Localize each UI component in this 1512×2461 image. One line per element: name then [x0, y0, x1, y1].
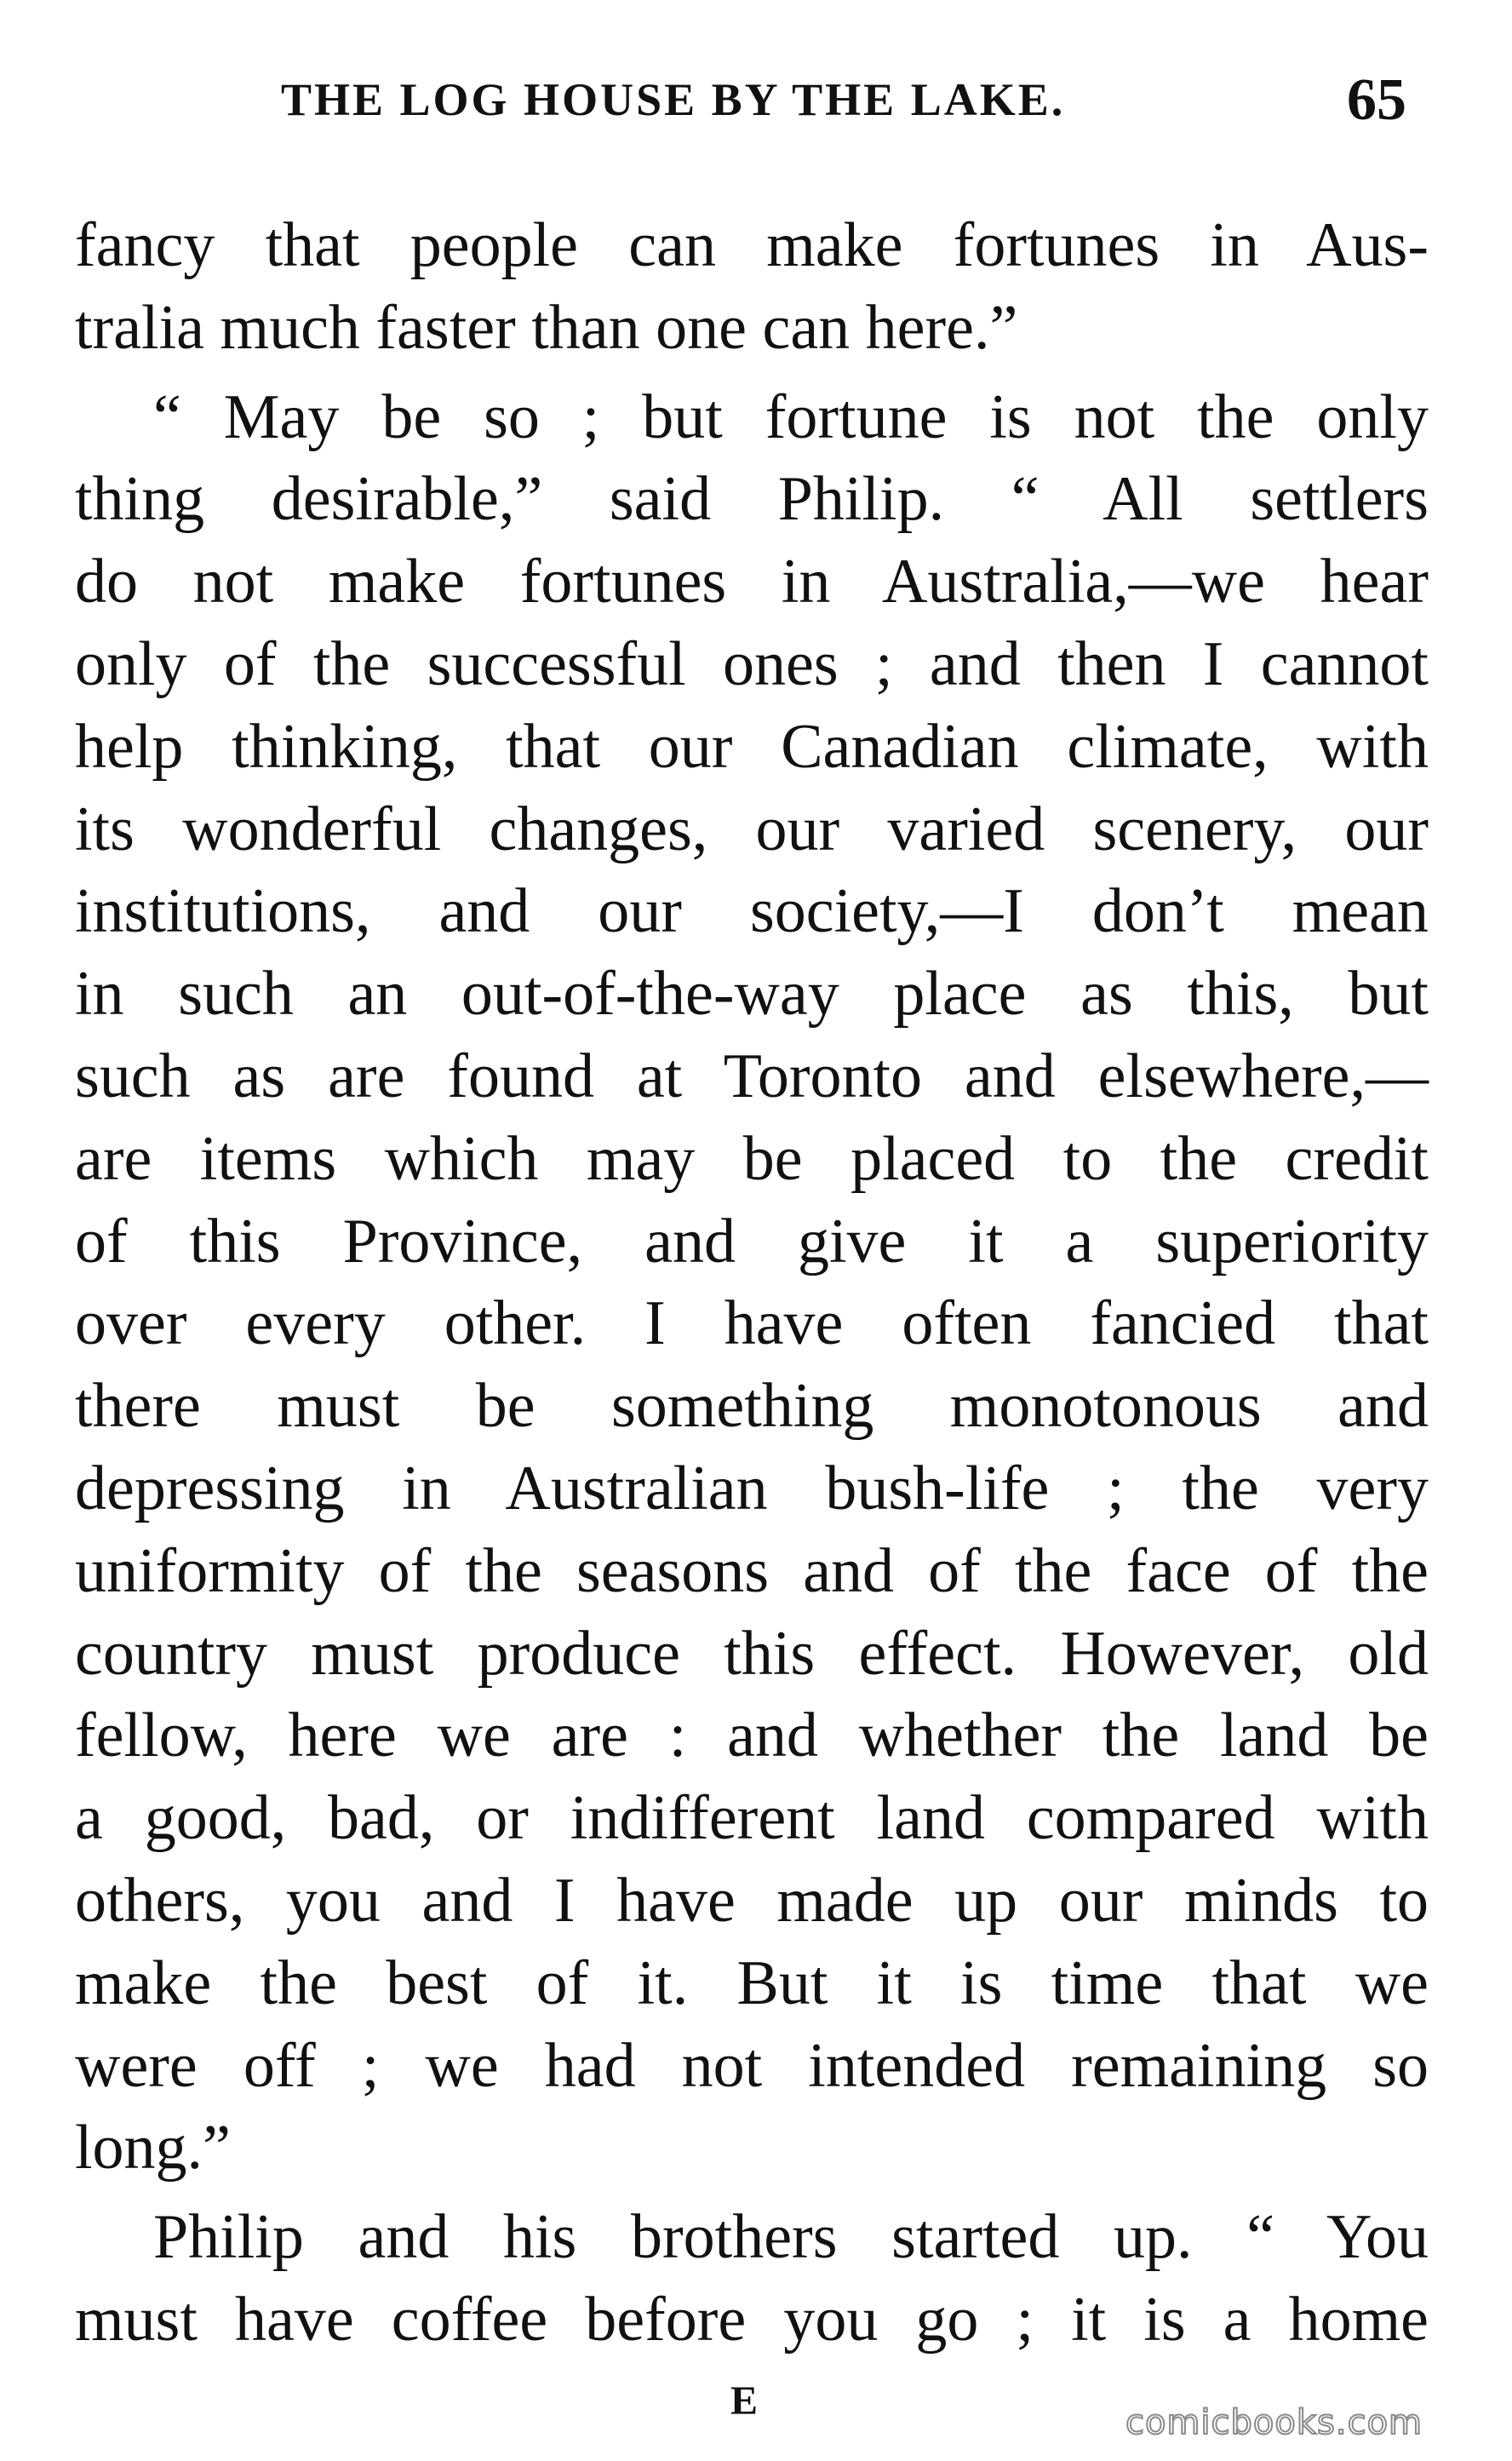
text-line: fellow, here we are : and whether the land be	[75, 1701, 1429, 1771]
text-line: institutions, and our society,—I don’t mean	[75, 876, 1429, 947]
text-line: help thinking, that our Canadian climate, with	[75, 711, 1429, 782]
text-line: uniformity of the seasons and of the face of the	[75, 1535, 1429, 1606]
text-line: long.”	[75, 2113, 231, 2183]
text-line: fancy that people can make fortunes in Aus-	[75, 210, 1429, 280]
page-number: 65	[1347, 67, 1406, 133]
text-line: depressing in Australian bush-life ; the very	[75, 1453, 1429, 1523]
text-line: Philip and his brothers started up. “ You	[153, 2202, 1429, 2273]
signature-mark: E	[730, 2378, 760, 2424]
text-line: “ May be so ; but fortune is not the only	[153, 381, 1429, 452]
text-line: a good, bad, or indifferent land compared with	[75, 1783, 1429, 1854]
text-line: in such an out-of-the-way place as this, but	[75, 959, 1429, 1030]
text-line: others, you and I have made up our minds to	[75, 1865, 1429, 1936]
text-line: make the best of it. But it is time that we	[75, 1948, 1429, 2018]
text-line: thing desirable,” said Philip. “ All settlers	[75, 464, 1429, 535]
text-line: such as are found at Toronto and elsewhere,—	[75, 1041, 1429, 1111]
watermark: comicbooks.com	[1125, 2403, 1423, 2442]
text-line: were off ; we had not intended remaining so	[75, 2030, 1429, 2101]
text-line: country must produce this effect. However, old	[75, 1618, 1429, 1689]
text-line: do not make fortunes in Australia,—we hear	[75, 547, 1429, 617]
body-text	[75, 204, 1429, 2361]
text-line: of this Province, and give it a superiority	[75, 1206, 1429, 1276]
text-line: its wonderful changes, our varied scenery, our	[75, 794, 1429, 864]
text-line: only of the successful ones ; and then I cannot	[75, 628, 1429, 699]
text-line: must have coffee before you go ; it is a home	[75, 2284, 1429, 2355]
text-line: over every other. I have often fancied that	[75, 1288, 1429, 1359]
running-title: THE LOG HOUSE BY THE LAKE.	[281, 74, 1066, 125]
text-line: are items which may be placed to the credit	[75, 1123, 1429, 1194]
text-line: tralia much faster than one can here.”	[75, 292, 1018, 363]
text-line: there must be something monotonous and	[75, 1371, 1429, 1442]
